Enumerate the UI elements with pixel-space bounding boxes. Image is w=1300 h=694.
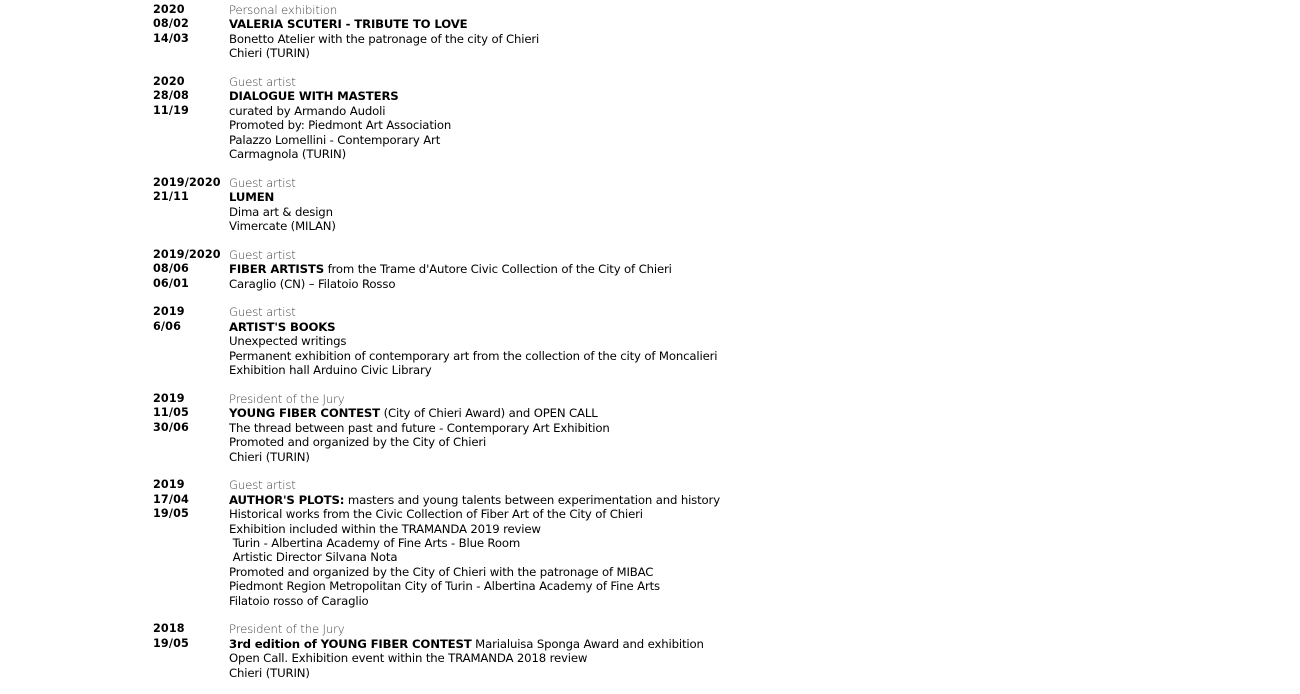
entry-line <box>229 349 1273 363</box>
entry-line <box>229 522 1273 536</box>
entry-line <box>229 536 1273 550</box>
date-line: 2019 <box>153 305 185 319</box>
entry-text: Open Call. Exhibition event within the TRAMANDA 2018 review <box>229 651 588 666</box>
exhibition-entry <box>153 392 1273 464</box>
entry-text: Bonetto Atelier with the patronage of the city of Chieri <box>229 31 540 46</box>
entry-line <box>229 435 1273 449</box>
entry-details <box>229 305 1273 377</box>
entry-text: Permanent exhibition of contemporary art from the collection of the city of Moncalieri <box>229 348 718 363</box>
date-line: 19/05 <box>153 507 189 521</box>
entry-line <box>229 46 1273 60</box>
entry-dates <box>153 305 229 377</box>
entry-dates <box>153 392 229 464</box>
date-line: 11/05 <box>153 406 189 420</box>
entry-text: Exhibition included within the TRAMANDA 2019 review <box>229 521 541 536</box>
entry-line <box>229 550 1273 564</box>
entry-role: President of the Jury <box>229 391 345 406</box>
entry-text: (City of Chieri Award) and OPEN CALL <box>380 406 598 421</box>
entry-line <box>229 363 1273 377</box>
entry-role: Guest artist <box>229 75 296 90</box>
entry-role: Guest artist <box>229 305 296 320</box>
date-line: 08/02 <box>153 17 189 31</box>
date-line: 11/19 <box>153 103 189 117</box>
date-line: 17/04 <box>153 492 189 506</box>
entry-line <box>229 190 1273 204</box>
date-line: 2019 <box>153 391 185 405</box>
entry-text: Exhibition hall Arduino Civic Library <box>229 363 432 378</box>
entry-text: Palazzo Lomellini - Contemporary Art <box>229 132 441 147</box>
date-line: 2019/2020 <box>153 247 221 261</box>
entry-text: Marialuisa Sponga Award and exhibition <box>471 636 704 651</box>
entry-line <box>229 651 1273 665</box>
entry-line <box>229 262 1273 276</box>
entry-line <box>229 118 1273 132</box>
entry-role: President of the Jury <box>229 622 345 637</box>
date-line: 30/06 <box>153 420 189 434</box>
entry-role: Guest artist <box>229 175 296 190</box>
date-line: 6/06 <box>153 319 182 333</box>
entry-line <box>229 320 1273 334</box>
entry-details <box>229 176 1273 234</box>
entry-text: Chieri (TURIN) <box>229 665 310 680</box>
entry-text: curated by Armando Audoli <box>229 103 386 118</box>
entry-dates <box>153 478 229 608</box>
entry-line <box>229 147 1273 161</box>
date-line: 21/11 <box>153 190 189 204</box>
date-line: 14/03 <box>153 31 189 45</box>
entry-line <box>229 406 1273 420</box>
entry-dates <box>153 176 229 234</box>
exhibition-entry <box>153 3 1273 61</box>
entry-line <box>229 219 1273 233</box>
entry-text: Unexpected writings <box>229 334 347 349</box>
entry-line <box>229 450 1273 464</box>
exhibition-entry <box>153 176 1273 234</box>
entry-text: Artistic Director Silvana Nota <box>229 550 398 565</box>
entry-role: Personal exhibition <box>229 3 338 17</box>
entry-text: Filatoio rosso of Caraglio <box>229 593 369 608</box>
entry-line <box>229 205 1273 219</box>
entry-title: ARTIST'S BOOKS <box>229 319 336 334</box>
entry-title: AUTHOR'S PLOTS: <box>229 492 345 507</box>
entry-line <box>229 507 1273 521</box>
entry-line <box>229 32 1273 46</box>
entry-dates <box>153 622 229 680</box>
entry-title: 3rd edition of YOUNG FIBER CONTEST <box>229 636 472 651</box>
entry-dates <box>153 75 229 161</box>
entry-text: Dima art & design <box>229 204 333 219</box>
entry-line <box>229 493 1273 507</box>
entry-line <box>229 17 1273 31</box>
entry-title: VALERIA SCUTERI - TRIBUTE TO LOVE <box>229 17 468 32</box>
entry-line <box>229 579 1273 593</box>
exhibition-entry <box>153 478 1273 608</box>
entry-line <box>229 666 1273 680</box>
entry-title: FIBER ARTISTS <box>229 262 324 277</box>
entry-details <box>229 478 1273 608</box>
entry-title: YOUNG FIBER CONTEST <box>229 406 380 421</box>
date-line: 08/06 <box>153 262 189 276</box>
entry-line <box>229 334 1273 348</box>
entry-line <box>229 421 1273 435</box>
date-line: 2020 <box>153 3 185 16</box>
entry-text: Promoted by: Piedmont Art Association <box>229 118 452 133</box>
entry-text: Chieri (TURIN) <box>229 46 310 61</box>
entry-text: Vimercate (MILAN) <box>229 219 336 234</box>
entry-line <box>229 594 1273 608</box>
entry-line <box>229 277 1273 291</box>
date-line: 2019 <box>153 478 185 492</box>
exhibition-entry <box>153 622 1273 680</box>
entry-line <box>229 637 1273 651</box>
entry-role: Guest artist <box>229 478 296 493</box>
exhibition-entry <box>153 248 1273 291</box>
exhibition-entry <box>153 305 1273 377</box>
entry-text: Caraglio (CN) – Filatoio Rosso <box>229 276 396 291</box>
date-line: 19/05 <box>153 636 189 650</box>
date-line: 2020 <box>153 75 185 89</box>
entry-details <box>229 392 1273 464</box>
date-line: 06/01 <box>153 276 189 290</box>
entry-line <box>229 104 1273 118</box>
entry-line <box>229 133 1273 147</box>
entry-role: Guest artist <box>229 247 296 262</box>
date-line: 28/08 <box>153 89 189 103</box>
entry-line <box>229 89 1273 103</box>
entry-title: LUMEN <box>229 190 275 205</box>
exhibition-entry <box>153 75 1273 161</box>
entry-dates <box>153 3 229 61</box>
entry-details <box>229 3 1273 61</box>
entry-text: Piedmont Region Metropolitan City of Turin - Albertina Academy of Fine Arts <box>229 579 660 594</box>
entry-text: The thread between past and future - Contemporary Art Exhibition <box>229 420 610 435</box>
entry-details <box>229 622 1273 680</box>
entry-text: Chieri (TURIN) <box>229 449 310 464</box>
exhibition-list <box>153 3 1273 694</box>
entry-text: Turin - Albertina Academy of Fine Arts - Blue Room <box>229 535 521 550</box>
entry-text: Promoted and organized by the City of Chieri <box>229 435 487 450</box>
entry-text: Promoted and organized by the City of Chieri with the patronage of MIBAC <box>229 564 654 579</box>
entry-dates <box>153 248 229 291</box>
entry-text: masters and young talents between experimentation and history <box>344 492 720 507</box>
entry-text: from the Trame d'Autore Civic Collection of the City of Chieri <box>324 262 672 277</box>
entry-text: Historical works from the Civic Collection of Fiber Art of the City of Chieri <box>229 507 643 522</box>
date-line: 2019/2020 <box>153 175 221 189</box>
entry-details <box>229 248 1273 291</box>
date-line: 2018 <box>153 622 185 636</box>
entry-details <box>229 75 1273 161</box>
entry-title: DIALOGUE WITH MASTERS <box>229 89 399 104</box>
entry-line <box>229 565 1273 579</box>
entry-text: Carmagnola (TURIN) <box>229 147 346 162</box>
